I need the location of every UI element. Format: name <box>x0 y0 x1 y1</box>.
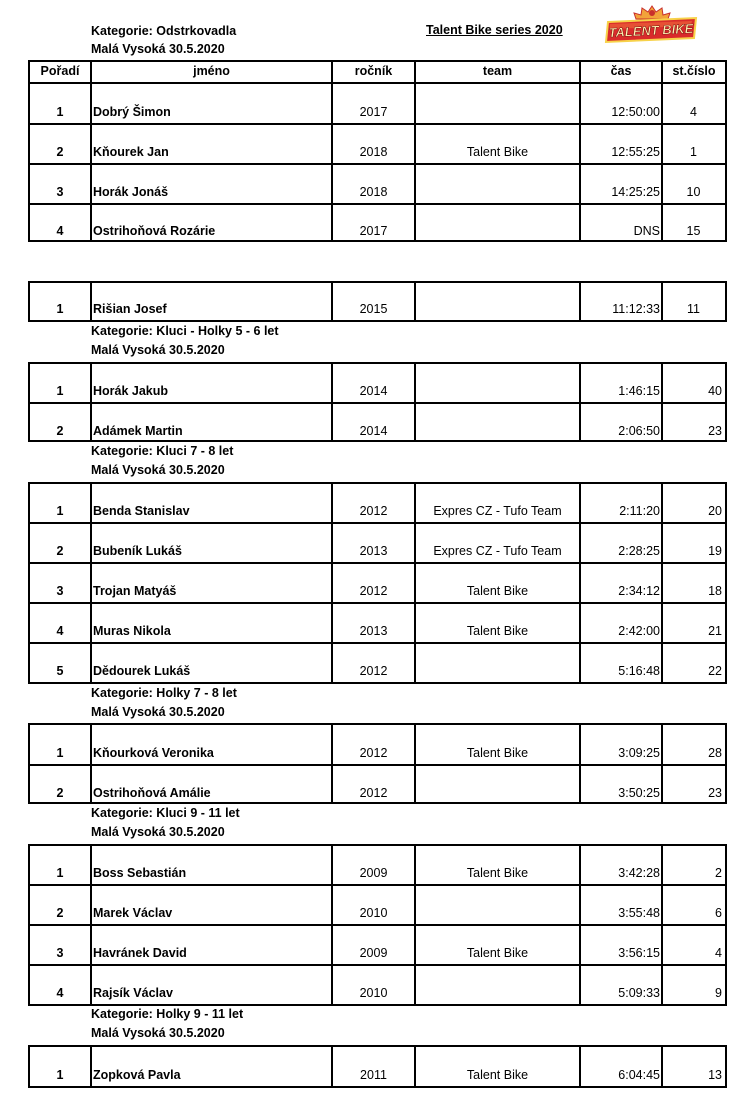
year-cell: 2013 <box>359 544 388 558</box>
rank-cell: 4 <box>56 986 64 1000</box>
time-cell: DNS <box>633 224 660 238</box>
svg-text:TALENT BIKE: TALENT BIKE <box>608 20 694 41</box>
table-row <box>30 924 725 964</box>
name-cell: Kňourková Veronika <box>93 746 214 760</box>
rank-cell: 3 <box>56 946 64 960</box>
table-row <box>30 602 725 642</box>
category-title: Kategorie: Odstrkovadla <box>91 24 237 38</box>
start-number-cell: 15 <box>686 224 701 238</box>
series-title: Talent Bike series 2020 <box>426 23 563 37</box>
start-number-cell: 2 <box>715 866 722 880</box>
table-row <box>30 884 725 924</box>
table-row <box>30 283 725 320</box>
column-header-rank: Pořadí <box>40 64 80 78</box>
table-row <box>30 82 725 123</box>
rank-cell: 1 <box>56 384 64 398</box>
category-title: Kategorie: Holky 9 - 11 let <box>91 1007 244 1021</box>
time-cell: 2:06:50 <box>618 424 660 438</box>
table-row <box>30 1047 725 1086</box>
name-cell: Dědourek Lukáš <box>93 664 191 678</box>
year-cell: 2012 <box>359 664 388 678</box>
name-cell: Muras Nikola <box>93 624 171 638</box>
year-cell: 2009 <box>359 866 388 880</box>
start-number-cell: 28 <box>708 746 722 760</box>
year-cell: 2009 <box>359 946 388 960</box>
year-cell: 2017 <box>359 105 388 119</box>
rank-cell: 1 <box>56 302 64 316</box>
event-date-place: Malá Vysoká 30.5.2020 <box>91 825 225 839</box>
column-header-time: čas <box>610 64 632 78</box>
year-cell: 2017 <box>359 224 388 238</box>
name-cell: Rajsík Václav <box>93 986 173 1000</box>
results-table-kluci-holky-5-6 <box>28 362 727 442</box>
team-cell: Talent Bike <box>466 746 529 760</box>
table-row <box>30 725 725 764</box>
start-number-cell: 6 <box>715 906 722 920</box>
name-cell: Horák Jonáš <box>93 185 169 199</box>
rank-cell: 2 <box>56 544 64 558</box>
start-number-cell: 23 <box>708 786 722 800</box>
start-number-cell: 18 <box>708 584 722 598</box>
year-cell: 2010 <box>359 986 388 1000</box>
year-cell: 2014 <box>359 384 388 398</box>
time-cell: 5:09:33 <box>618 986 660 1000</box>
category-title: Kategorie: Kluci 9 - 11 let <box>91 806 240 820</box>
table-row <box>30 484 725 522</box>
rank-cell: 1 <box>56 866 64 880</box>
column-header-row <box>30 62 725 82</box>
team-cell: Talent Bike <box>466 1068 529 1082</box>
time-cell: 2:42:00 <box>618 624 660 638</box>
team-cell: Talent Bike <box>466 624 529 638</box>
name-cell: Zopková Pavla <box>93 1068 181 1082</box>
time-cell: 12:50:00 <box>611 105 660 119</box>
team-cell: Expres CZ - Tufo Team <box>433 504 562 518</box>
rank-cell: 3 <box>56 185 64 199</box>
name-cell: Rišian Josef <box>93 302 167 316</box>
event-date-place: Malá Vysoká 30.5.2020 <box>91 463 225 477</box>
start-number-cell: 11 <box>687 302 700 316</box>
year-cell: 2012 <box>359 746 388 760</box>
category-title: Kategorie: Holky 7 - 8 let <box>91 686 237 700</box>
name-cell: Dobrý Šimon <box>93 105 171 119</box>
name-cell: Havránek David <box>93 946 187 960</box>
column-header-team: team <box>482 64 513 78</box>
year-cell: 2012 <box>359 584 388 598</box>
table-row <box>30 642 725 682</box>
year-cell: 2015 <box>359 302 388 316</box>
table-row <box>30 163 725 203</box>
name-cell: Boss Sebastián <box>93 866 187 880</box>
rank-cell: 5 <box>56 664 64 678</box>
column-header-name: jméno <box>193 64 230 78</box>
rank-cell: 4 <box>56 224 64 238</box>
name-cell: Horák Jakub <box>93 384 169 398</box>
rank-cell: 2 <box>56 906 64 920</box>
name-cell: Ostrihoňová Rozárie <box>93 224 216 238</box>
results-table-kluci-7-8 <box>28 482 727 684</box>
results-table-holky-7-8 <box>28 723 727 804</box>
event-date-place: Malá Vysoká 30.5.2020 <box>91 705 225 719</box>
name-cell: Trojan Matyáš <box>93 584 177 598</box>
time-cell: 11:12:33 <box>612 302 660 316</box>
rank-cell: 1 <box>56 1068 64 1082</box>
team-cell: Talent Bike <box>466 946 529 960</box>
table-row <box>30 964 725 1004</box>
name-cell: Marek Václav <box>93 906 173 920</box>
event-date-place: Malá Vysoká 30.5.2020 <box>91 343 225 357</box>
time-cell: 2:34:12 <box>618 584 660 598</box>
rank-cell: 3 <box>56 584 64 598</box>
start-number-cell: 1 <box>690 145 697 159</box>
start-number-cell: 4 <box>690 105 697 119</box>
table-row <box>30 846 725 884</box>
time-cell: 12:55:25 <box>611 145 660 159</box>
table-row <box>30 364 725 402</box>
team-cell: Talent Bike <box>466 866 529 880</box>
start-number-cell: 22 <box>708 664 722 678</box>
start-number-cell: 21 <box>708 624 722 638</box>
team-cell: Expres CZ - Tufo Team <box>433 544 562 558</box>
start-number-cell: 20 <box>708 504 722 518</box>
rank-cell: 1 <box>56 504 64 518</box>
year-cell: 2011 <box>360 1068 387 1082</box>
rank-cell: 1 <box>56 746 64 760</box>
name-cell: Kňourek Jan <box>93 145 169 159</box>
start-number-cell: 4 <box>715 946 722 960</box>
event-date-place: Malá Vysoká 30.5.2020 <box>91 1026 225 1040</box>
start-number-cell: 23 <box>708 424 722 438</box>
table-row <box>30 402 725 442</box>
time-cell: 3:42:28 <box>618 866 660 880</box>
start-number-cell: 13 <box>708 1068 722 1082</box>
table-row <box>30 203 725 242</box>
rank-cell: 2 <box>56 424 64 438</box>
event-date-place: Malá Vysoká 30.5.2020 <box>91 42 225 56</box>
start-number-cell: 10 <box>686 185 701 199</box>
table-row <box>30 562 725 602</box>
year-cell: 2018 <box>359 185 388 199</box>
results-table-kluci-9-11 <box>28 844 727 1006</box>
time-cell: 2:28:25 <box>618 544 660 558</box>
start-number-cell: 9 <box>715 986 722 1000</box>
start-number-cell: 40 <box>708 384 722 398</box>
rank-cell: 2 <box>56 145 64 159</box>
column-header-number: st.číslo <box>672 64 716 78</box>
year-cell: 2012 <box>359 504 388 518</box>
time-cell: 3:09:25 <box>618 746 660 760</box>
name-cell: Adámek Martin <box>93 424 183 438</box>
team-cell: Talent Bike <box>466 145 529 159</box>
year-cell: 2014 <box>359 424 388 438</box>
name-cell: Ostrihoňová Amálie <box>93 786 211 800</box>
results-table-holky-9-11 <box>28 1045 727 1088</box>
results-table-odstrkovadla <box>28 60 727 242</box>
time-cell: 14:25:25 <box>611 185 660 199</box>
time-cell: 2:11:20 <box>619 504 660 518</box>
results-table-unlabeled <box>28 281 727 322</box>
year-cell: 2010 <box>359 906 388 920</box>
year-cell: 2013 <box>359 624 388 638</box>
time-cell: 6:04:45 <box>618 1068 660 1082</box>
name-cell: Bubeník Lukáš <box>93 544 182 558</box>
rank-cell: 4 <box>56 624 64 638</box>
table-row <box>30 764 725 804</box>
time-cell: 3:55:48 <box>618 906 660 920</box>
rank-cell: 1 <box>56 105 64 119</box>
time-cell: 5:16:48 <box>618 664 660 678</box>
table-row <box>30 522 725 562</box>
time-cell: 3:56:15 <box>618 946 660 960</box>
time-cell: 3:50:25 <box>618 786 660 800</box>
name-cell: Benda Stanislav <box>93 504 190 518</box>
talent-bike-logo <box>604 4 700 48</box>
year-cell: 2018 <box>359 145 388 159</box>
start-number-cell: 19 <box>708 544 722 558</box>
year-cell: 2012 <box>359 786 388 800</box>
column-header-year: ročník <box>354 64 393 78</box>
category-title: Kategorie: Kluci 7 - 8 let <box>91 444 234 458</box>
rank-cell: 2 <box>56 786 64 800</box>
team-cell: Talent Bike <box>466 584 529 598</box>
time-cell: 1:46:15 <box>618 384 660 398</box>
category-title: Kategorie: Kluci - Holky 5 - 6 let <box>91 324 279 338</box>
table-row <box>30 123 725 163</box>
